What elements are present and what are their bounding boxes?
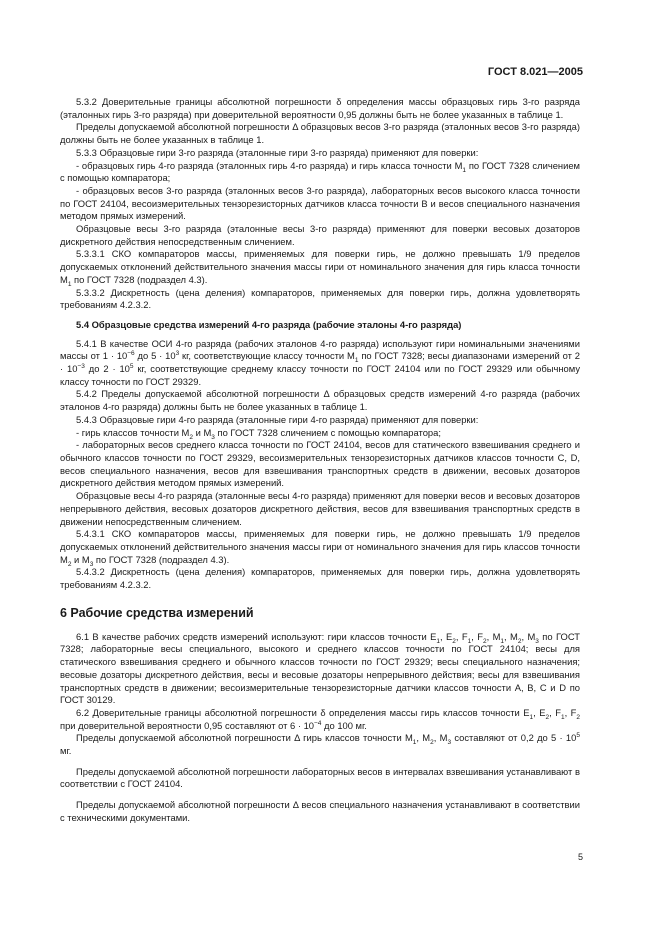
- document-body: [60, 96, 580, 825]
- paragraph: 5.4.3.2 Дискретность (цена деления) компараторов, применяемых для поверки гирь, должна удовлетворять требованиям 4.2.3.2.: [60, 566, 580, 591]
- paragraph: 6.2 Доверительные границы абсолютной погрешности δ определения массы гирь классов точности $E_1$, $E_2$, $F_1$, $F_2$ при доверительной вероятности 0,95 составляют от $6 \cdot 10^{-4}$ до 100 мг.: [60, 706, 580, 731]
- paragraph: 5.3.3 Образцовые гири 3-го разряда (эталонные гири 3-го разряда) применяют для поверки:: [76, 146, 479, 158]
- document-id: ГОСТ 8.021—2005: [487, 66, 583, 78]
- paragraph: 5.4.3.1 СКО компараторов массы, применяемых для поверки гирь, не должно превышать 1/9 пределов допускаемых отклонений действительного значения массы гири от номинального значения для гирь классов точности $M_2$ и $M_3$ по ГОСТ 7328 (подраздел 4.3).: [60, 528, 580, 568]
- paragraph: Образцовые весы 4-го разряда (эталонные весы 4-го разряда) применяют для поверки весов и весовых дозаторов непрерывного действия, весовых дозаторов дискретного действия, весов для взвешивания транспортных средств в движении непосредственным сличением.: [60, 490, 580, 527]
- paragraph: Пределы допускаемой абсолютной погрешности Δ образцовых весов 3-го разряда (эталонных весов 3-го разряда) должны быть не более указанных в таблице 1.: [60, 121, 580, 146]
- paragraph: Образцовые весы 3-го разряда (эталонные весы 3-го разряда) применяют для поверки весовых дозаторов дискретного действия непосредственным сличением.: [60, 223, 580, 247]
- paragraph: 5.3.2 Доверительные границы абсолютной погрешности δ определения массы образцовых гирь 3-го разряда (эталонных гирь 3-го разряда) при доверительной вероятности 0,95 должны быть не более указанных в таблице 1.: [60, 96, 580, 120]
- page-number: 5: [577, 852, 583, 862]
- paragraph: - образцовых весов 3-го разряда (эталонных весов 3-го разряда), лабораторных весов высокого класса точности по ГОСТ 24104, весоизмерительных тензорезисторных датчиков класса точности B и весов специального назначения методом прямых измерений.: [60, 184, 580, 222]
- paragraph: 5.4.3 Образцовые гири 4-го разряда (эталонные гири 4-го разряда) применяют для поверки:: [76, 413, 479, 425]
- subsection-heading: 5.4 Образцовые средства измерений 4-го разряда (рабочие эталоны 4-го разряда): [76, 318, 462, 330]
- paragraph: - лабораторных весов среднего класса точности по ГОСТ 24104, весов для статического взвешивания среднего и обычного классов точности по ГОСТ 29329, весоизмерительных тензорезисторных датчиков классов точности C, D, весов специального назначения, весов для взвешивания транспортных средств в движении, весовых дозаторов дискретного действия методом прямых измерений.: [60, 439, 580, 489]
- paragraph: 5.4.2 Пределы допускаемой абсолютной погрешности Δ образцовых средств измерений 4-го разряда (рабочих эталонов 4-го разряда) должны быть не более указанных в таблице 1.: [60, 388, 580, 413]
- paragraph: 6.1 В качестве рабочих средств измерений используют: гири классов точности $E_1$, $E_2$, $F_1$, $F_2$, $M_1$, $M_2$, $M_3$ по ГОСТ 7328; лабораторные весы специального, высокого и среднего классов точности по ГОСТ 24104; весы для статического взвешивания среднего и обычного классов точности по ГОСТ 29329; весы специального назначения; весовые дозаторы дискретного действия, весы и весовые дозаторы непрерывного действия; весы для взвешивания транспортных средств в движении; весоизмерительные тензорезисторные датчики классов точности A, B, C и D по ГОСТ 30129.: [60, 630, 581, 706]
- paragraph: 5.3.3.1 СКО компараторов массы, применяемых для поверки гирь, не должно превышать 1/9 пределов допускаемых отклонений действительного значения массы гири от номинального значения для гирь класса точности $M_1$ по ГОСТ 7328 (подраздел 4.3).: [60, 248, 580, 288]
- paragraph: Пределы допускаемой абсолютной погрешности Δ весов специального назначения устанавливают в соответствии с техническими документами.: [60, 799, 580, 823]
- paragraph: Пределы допускаемой абсолютной погрешности лабораторных весов в интервалах взвешивания устанавливают в соответствии с ГОСТ 24104.: [60, 765, 580, 790]
- paragraph: Пределы допускаемой абсолютной погрешности Δ гирь классов точности $M_1$, $M_2$, $M_3$ составляют от 0,2 до $5 \cdot 10^5$ мг.: [60, 732, 580, 757]
- paragraph: 5.3.3.2 Дискретность (цена деления) компараторов, применяемых для поверки гирь, должна удовлетворять требованиям 4.2.3.2.: [60, 286, 580, 311]
- paragraph: 5.4.1 В качестве ОСИ 4-го разряда (рабочих эталонов 4-го разряда) используют гири номинальными значениями массы от $1 \cdot 10^{-6}$ до $5 \cdot 10^3$ кг, соответствующие классу точности $M_1$ по ГОСТ 7328; весы диапазонами измерений от $2 \cdot 10^{-3}$ до $2 \cdot 10^5$ кг, соответствующие среднему классу точности по ГОСТ 24104 или по ГОСТ 29329 или обычному классу точности по ГОСТ 29329.: [60, 337, 581, 387]
- section-heading: 6 Рабочие средства измерений: [60, 605, 254, 620]
- paragraph: - гирь классов точности $M_2$ и $M_3$ по ГОСТ 7328 сличением с помощью компаратора;: [76, 426, 441, 441]
- paragraph: - образцовых гирь 4-го разряда (эталонных гирь 4-го разряда) и гирь класса точности $M_1$ по ГОСТ 7328 сличением с помощью компаратора;: [60, 159, 580, 184]
